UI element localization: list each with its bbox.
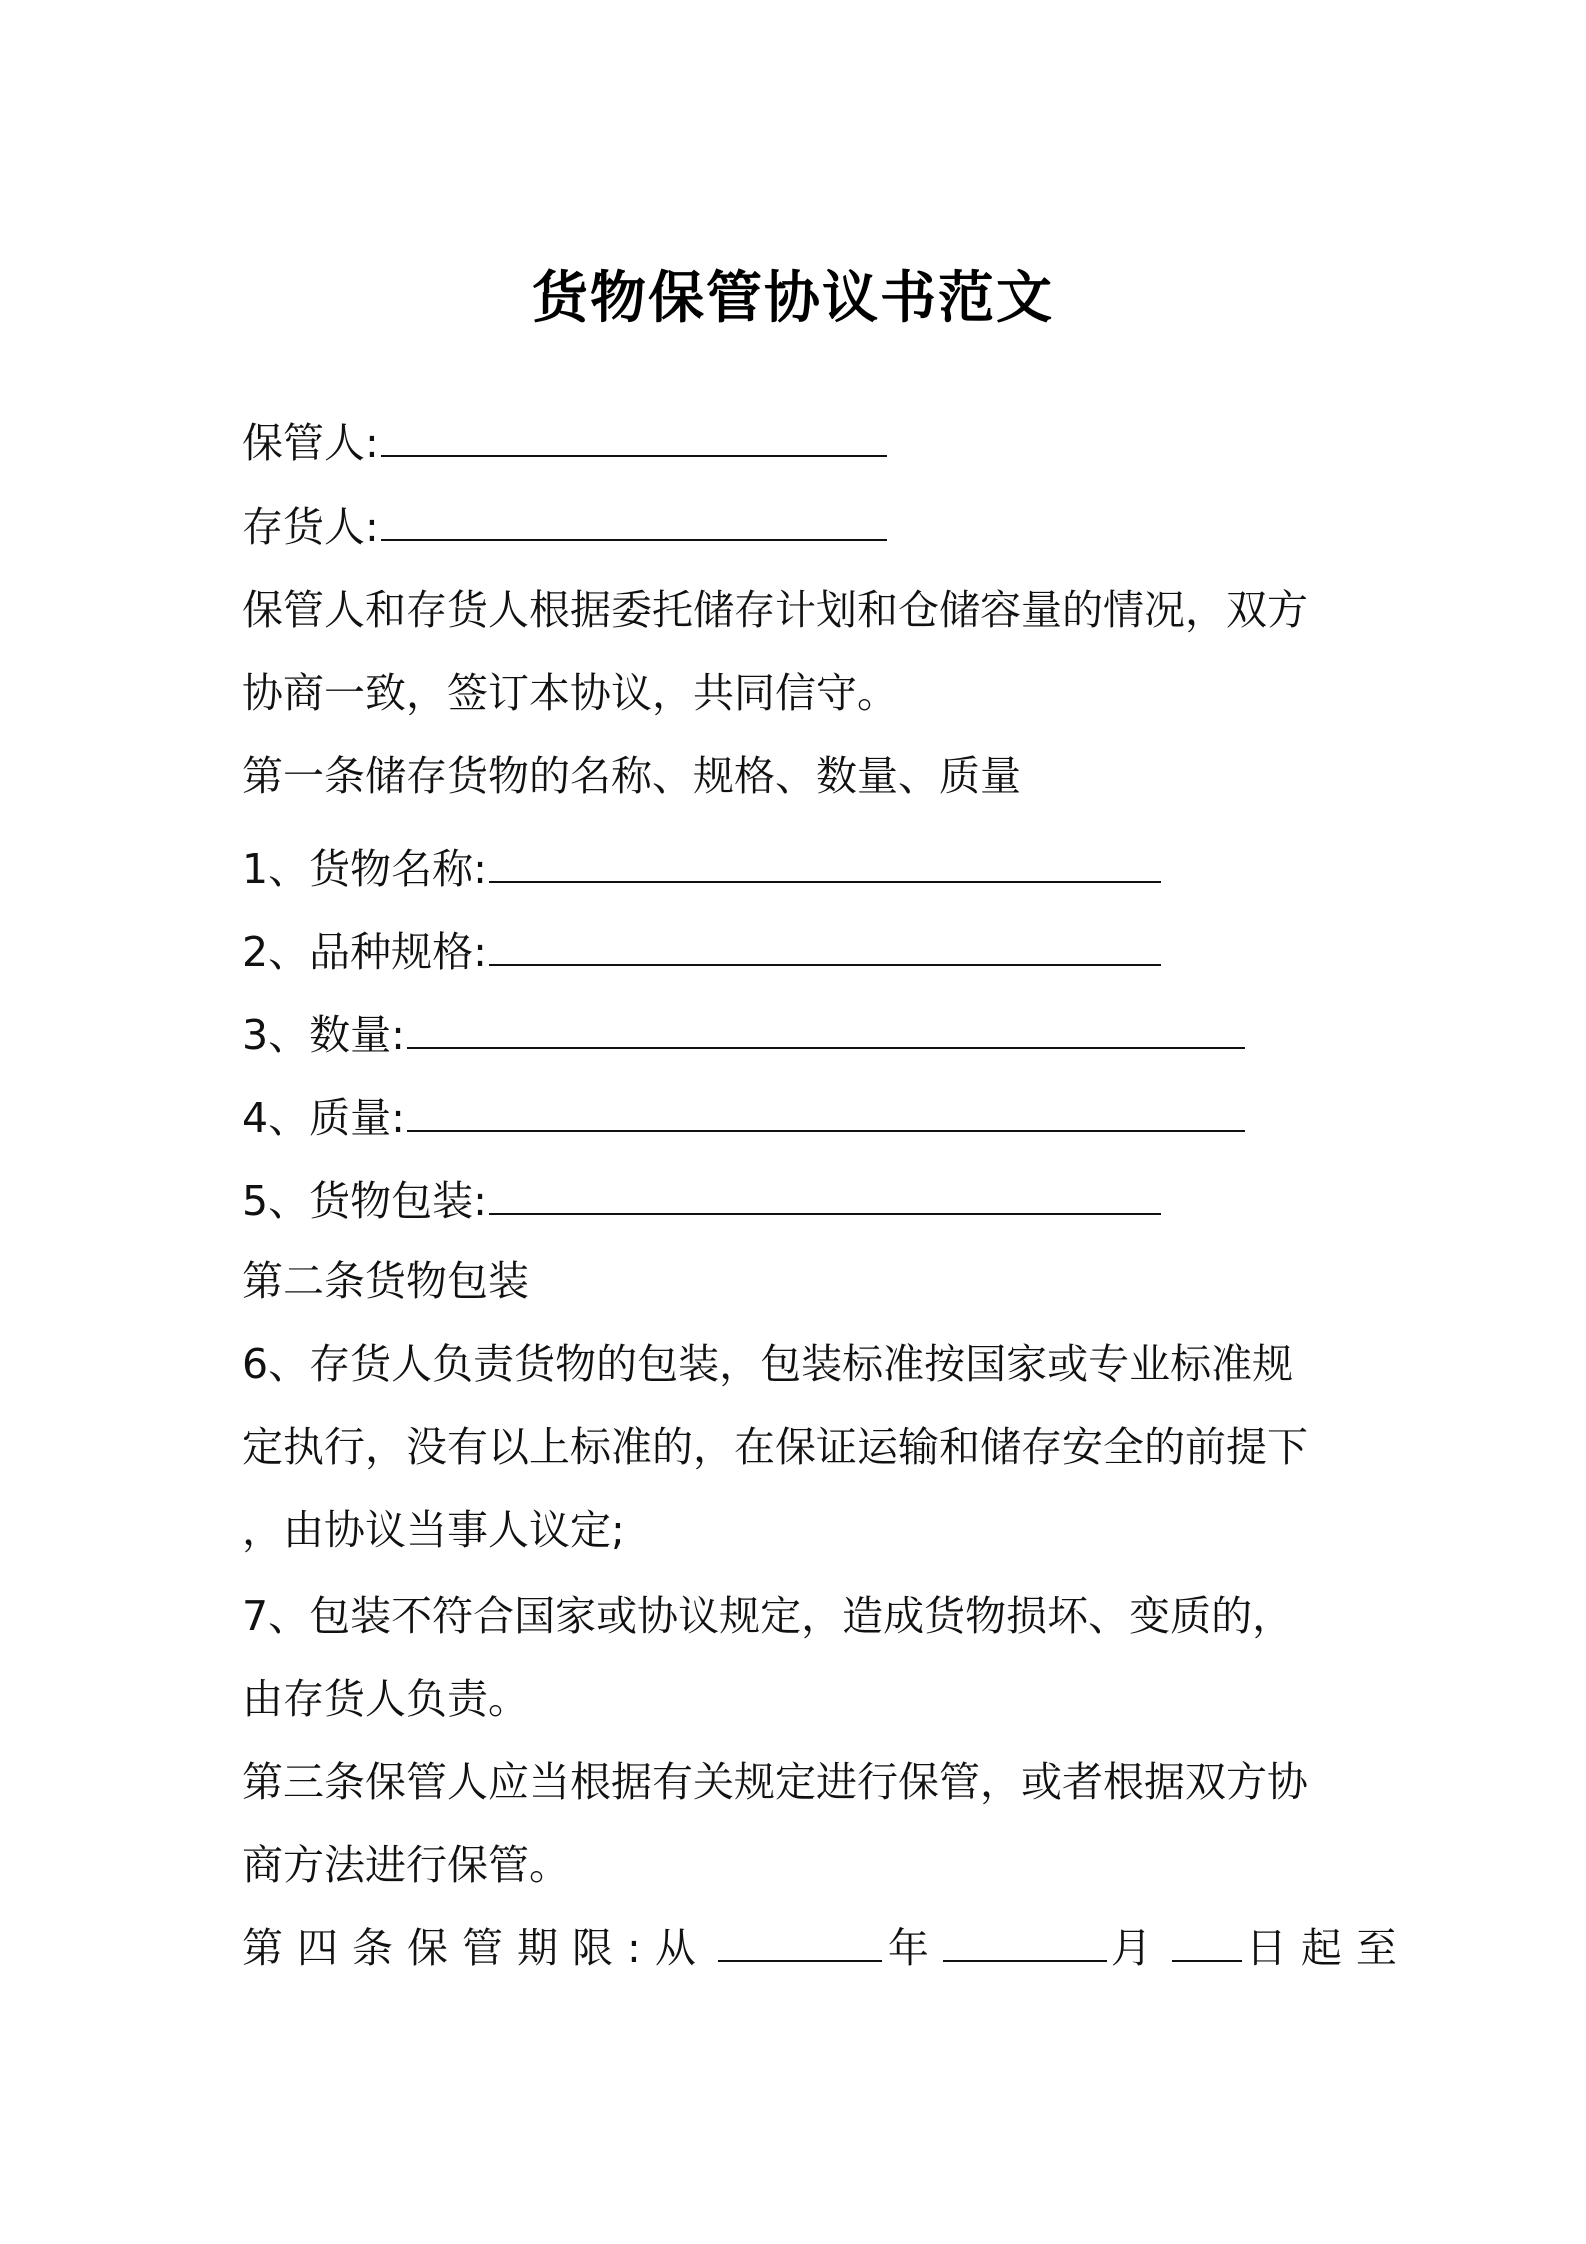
depositor-field [242,502,887,552]
item4-blank [407,1096,1245,1132]
keeper-field [242,418,887,468]
item4-label: 4、质量: [242,1094,405,1142]
keeper-label: 保管人: [242,419,379,467]
item7-line-1: 7、包装不符合国家或协议规定，造成货物损坏、变质的， [242,1592,1294,1640]
article4-year: 年 [887,1924,929,1972]
article4-day-blank [1172,1926,1242,1962]
article3-line-1: 第三条保管人应当根据有关规定进行保管，或者根据双方协 [242,1758,1308,1806]
item5-label: 5、货物包装: [242,1177,487,1225]
item3-field [242,1010,1245,1060]
article2-heading: 第二条货物包装 [242,1257,529,1305]
item2-label: 2、品种规格: [242,928,487,976]
article3-line-2: 商方法进行保管。 [242,1841,570,1889]
item1-label: 1、货物名称: [242,845,487,893]
item2-blank [489,930,1161,966]
article4-month: 月 [1110,1924,1152,1972]
article4-prefix: 第四条保管期限:从 [242,1924,710,1972]
item5-field [242,1176,1161,1226]
article1-heading: 第一条储存货物的名称、规格、数量、质量 [242,752,1021,800]
item1-blank [489,847,1161,883]
article4-month-blank [943,1926,1107,1962]
item6-line-2: 定执行，没有以上标准的，在保证运输和储存安全的前提下 [242,1423,1308,1471]
item4-field [242,1093,1245,1143]
item6-line-1: 6、存货人负责货物的包装，包装标准按国家或专业标准规 [242,1340,1294,1388]
intro-line-1: 保管人和存货人根据委托储存计划和仓储容量的情况，双方 [242,586,1308,634]
depositor-blank [381,505,887,541]
document-title: 货物保管协议书范文 [532,266,1054,331]
item2-field [242,927,1161,977]
intro-line-2: 协商一致，签订本协议，共同信守。 [242,669,898,717]
item3-blank [407,1013,1245,1049]
article4-day-from: 日起至 [1245,1924,1411,1972]
item5-blank [489,1179,1161,1215]
item3-label: 3、数量: [242,1011,405,1059]
article4-year-blank [718,1926,882,1962]
item6-line-3: ，由协议当事人议定; [242,1506,625,1554]
item7-line-2: 由存货人负责。 [242,1675,529,1723]
article4-line [242,1923,1411,1973]
depositor-label: 存货人: [242,503,379,551]
keeper-blank [381,421,887,457]
item1-field [242,844,1161,894]
